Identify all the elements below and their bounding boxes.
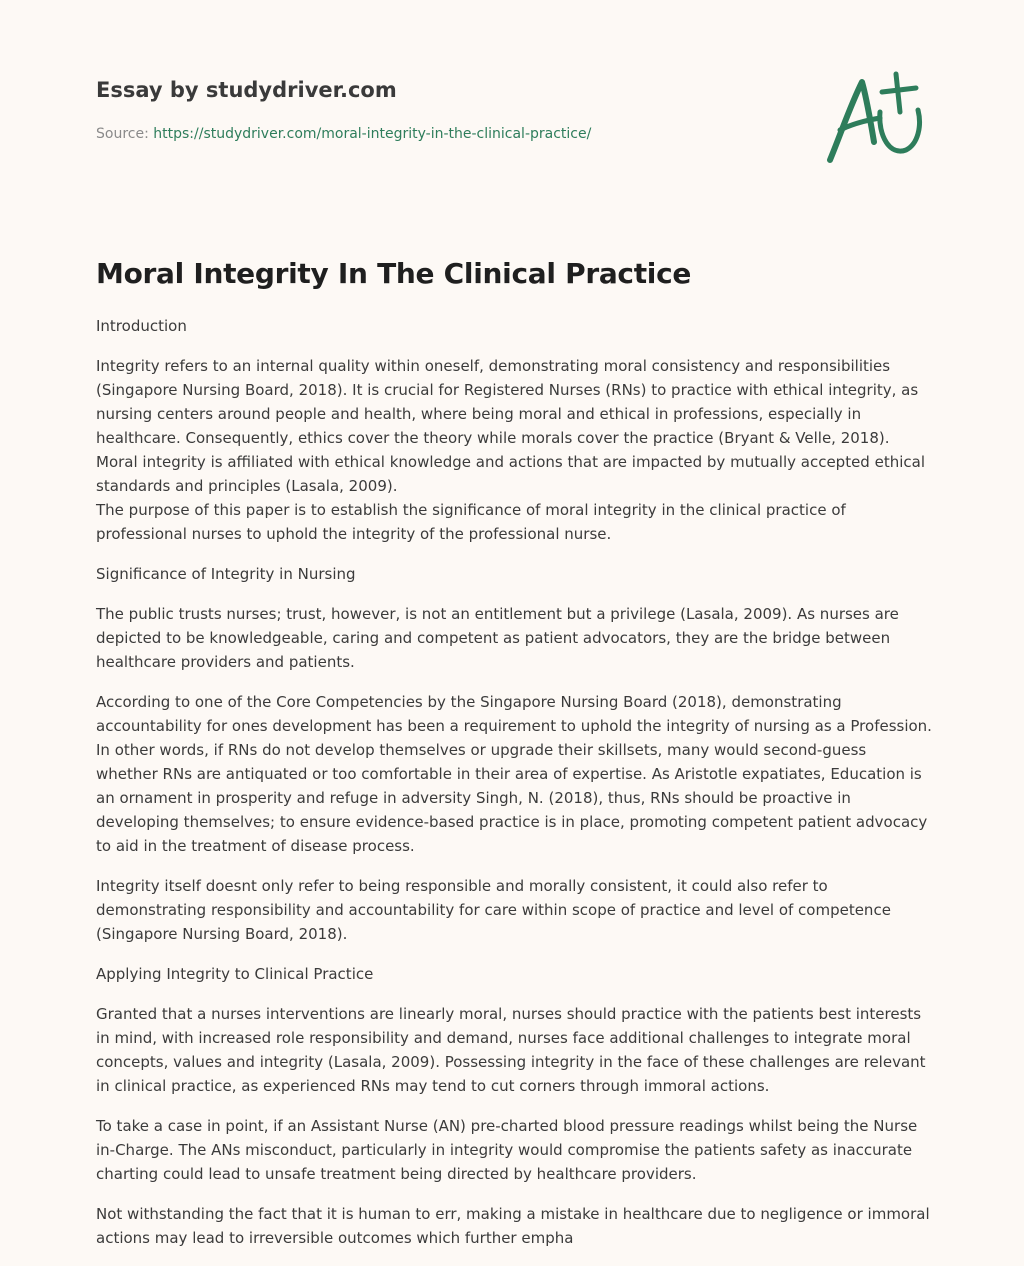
paragraph: Integrity refers to an internal quality within oneself, demonstrating moral consistency and responsibilities (Singapore Nursing Board, 2018). It is crucial for Registered Nurses (RNs) to practice with ethical integrity, as nursing centers around people and health, where being moral and ethical in professions, especially in healthcare. Consequently, ethics cover the theory while morals cover the practice (Bryant & Velle, 2018). Moral integrity is affiliated with ethical knowledge and actions that are impacted by mutually accepted ethical standards and principles (Lasala, 2009). bbox=[96, 357, 925, 495]
paragraph: The purpose of this paper is to establish the significance of moral integrity in the clinical practice of professional nurses to uphold the integrity of the professional nurse. bbox=[96, 501, 846, 543]
brand-title: Essay by studydriver.com bbox=[96, 78, 397, 102]
header bbox=[96, 76, 796, 144]
document-body bbox=[96, 314, 932, 1266]
section-heading-applying: Applying Integrity to Clinical Practice bbox=[96, 965, 374, 983]
paragraph: Not withstanding the fact that it is human to err, making a mistake in healthcare due to negligence or immoral actions may lead to irreversible outcomes which further empha bbox=[96, 1205, 930, 1247]
paragraph: The public trusts nurses; trust, however, is not an entitlement but a privilege (Lasala, 2009). As nurses are depicted to be knowledgeable, caring and competent as patient advocators, they are the bridge between healthcare providers and patients. bbox=[96, 605, 899, 671]
a-plus-logo bbox=[818, 66, 928, 166]
paragraph: To take a case in point, if an Assistant Nurse (AN) pre-charted blood pressure readings whilst being the Nurse in-Charge. The ANs misconduct, particularly in integrity would compromise the patients safety as inaccurate charting could lead to unsafe treatment being directed by healthcare providers. bbox=[96, 1117, 918, 1183]
paragraph: Granted that a nurses interventions are linearly moral, nurses should practice with the patients best interests in mind, with increased role responsibility and demand, nurses face additional challenges to integrate moral concepts, values and integrity (Lasala, 2009). Possessing integrity in the face of these challenges are relevant in clinical practice, as experienced RNs may tend to cut corners through immoral actions. bbox=[96, 1005, 926, 1095]
paragraph: According to one of the Core Competencies by the Singapore Nursing Board (2018), demonstrating accountability for ones development has been a requirement to uphold the integrity of nursing as a Profession. In other words, if RNs do not develop themselves or upgrade their skillsets, many would second-guess whether RNs are antiquated or too comfortable in their area of expertise. As Aristotle expatiates, Education is an ornament in prosperity and refuge in adversity Singh, N. (2018), thus, RNs should be proactive in developing themselves; to ensure evidence-based practice is in place, promoting competent patient advocacy to aid in the treatment of disease process. bbox=[96, 693, 932, 855]
source-link[interactable]: https://studydriver.com/moral-integrity-in-the-clinical-practice/ bbox=[153, 126, 592, 142]
section-heading-introduction: Introduction bbox=[96, 317, 187, 335]
source-line bbox=[96, 124, 796, 144]
section-heading-significance: Significance of Integrity in Nursing bbox=[96, 565, 356, 583]
document-title: Moral Integrity In The Clinical Practice bbox=[96, 257, 692, 290]
source-label: Source: bbox=[96, 126, 149, 142]
paragraph: Integrity itself doesnt only refer to being responsible and morally consistent, it could also refer to demonstrating responsibility and accountability for care within scope of practice and level of competence (Singapore Nursing Board, 2018). bbox=[96, 877, 891, 943]
